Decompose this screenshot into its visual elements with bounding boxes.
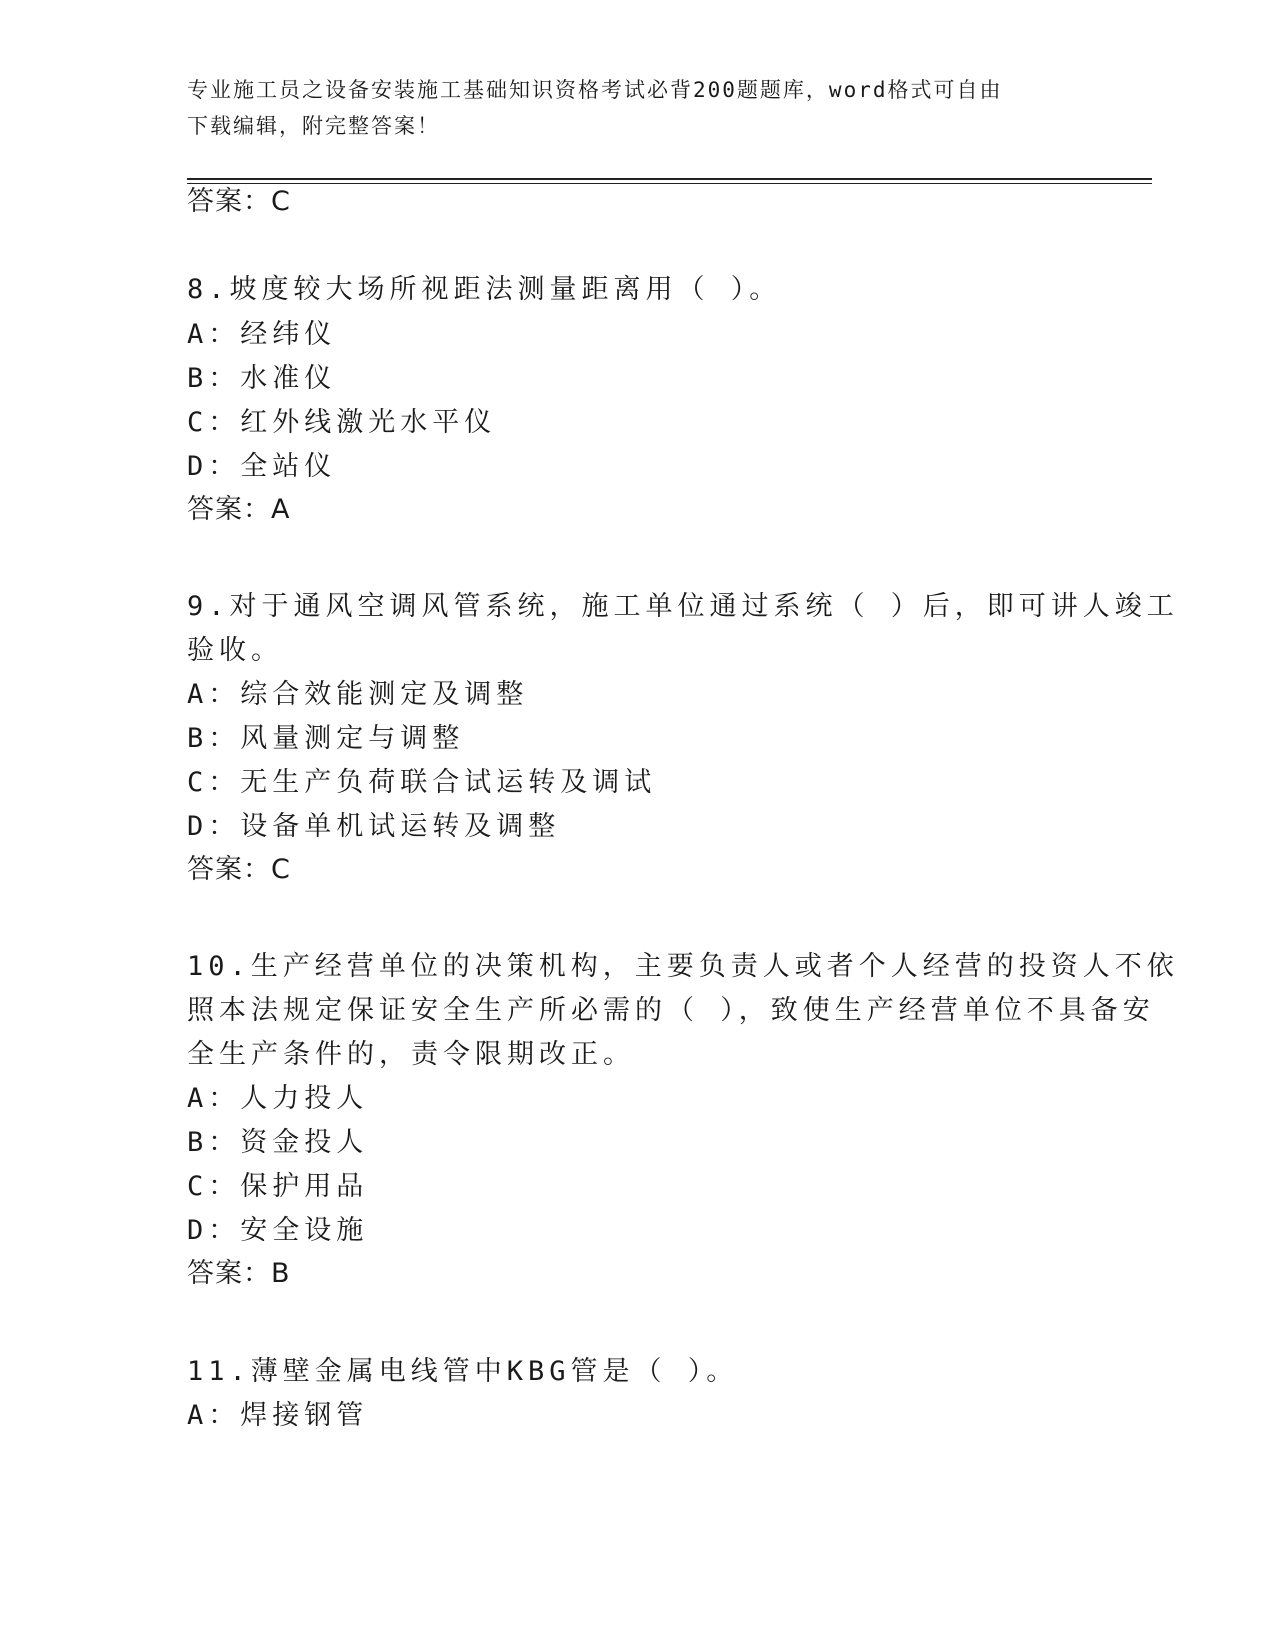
question-9-option-a: A：综合效能测定及调整 [187,679,529,710]
question-10-option-b: B：资金投人 [187,1127,369,1158]
question-8-option-c: C：红外线激光水平仪 [187,407,497,438]
header-line-2: 下载编辑，附完整答案！ [187,114,440,138]
document-header [187,72,1067,144]
question-9-stem-line-1: 9.对于通风空调风管系统，施工单位通过系统（ ）后，即可讲人竣工 [187,591,1179,622]
answer-q10: 答案：B [187,1258,291,1289]
question-10-option-a: A：人力投人 [187,1083,369,1114]
question-8-stem: 8.坡度较大场所视距法测量距离用（ ）。 [187,274,782,305]
question-10-option-d: D：安全设施 [187,1215,369,1246]
header-line-1: 专业施工员之设备安装施工基础知识资格考试必背200题题库，word格式可自由 [187,78,1003,102]
question-10-stem-line-3: 全生产条件的，责令限期改正。 [187,1039,635,1070]
question-11-stem: 11.薄壁金属电线管中KBG管是（ ）。 [187,1356,739,1387]
question-9-stem-line-2: 验收。 [187,635,283,666]
question-8-option-b: B：水准仪 [187,363,337,394]
question-9-option-d: D：设备单机试运转及调整 [187,811,561,842]
question-9-option-c: C：无生产负荷联合试运转及调试 [187,767,657,798]
question-10-stem-line-2: 照本法规定保证安全生产所必需的（ ），致使生产经营单位不具备安 [187,995,1155,1026]
question-8-option-a: A：经纬仪 [187,319,337,350]
question-10-stem-line-1: 10.生产经营单位的决策机构，主要负责人或者个人经营的投资人不依 [187,951,1179,982]
question-9-option-b: B：风量测定与调整 [187,723,465,754]
answer-q7: 答案：C [187,186,291,217]
answer-q9: 答案：C [187,854,291,885]
question-8-option-d: D：全站仪 [187,451,337,482]
question-10-option-c: C：保护用品 [187,1171,369,1202]
answer-q8: 答案：A [187,494,291,525]
header-divider-thin [187,183,1152,184]
header-divider-thick [187,178,1152,180]
question-11-option-a: A：焊接钢管 [187,1400,369,1431]
